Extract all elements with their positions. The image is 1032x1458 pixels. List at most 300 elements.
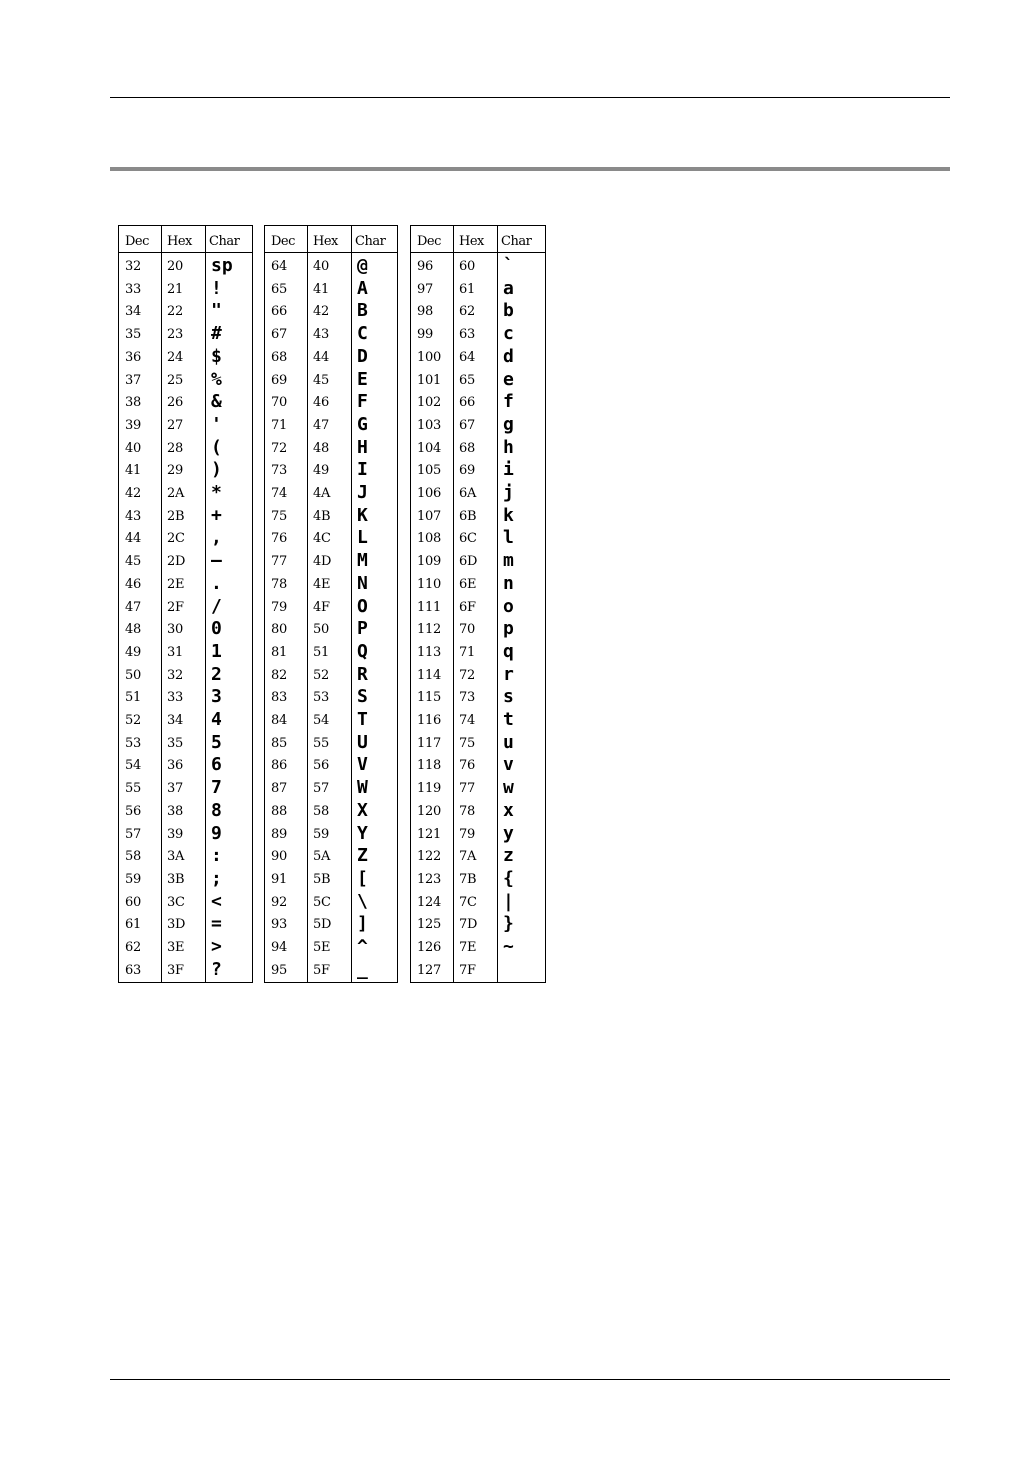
char-value: 1 bbox=[211, 640, 222, 662]
char-value: ` bbox=[503, 255, 514, 276]
hex-value: 41 bbox=[313, 281, 329, 297]
char-value: q bbox=[503, 640, 514, 662]
hex-value: 3F bbox=[167, 962, 184, 978]
table-row bbox=[411, 869, 545, 892]
hex-value: 33 bbox=[167, 690, 183, 706]
table-row bbox=[265, 733, 397, 756]
char-value: ? bbox=[211, 958, 222, 980]
char-value: K bbox=[357, 504, 368, 526]
table-row bbox=[119, 914, 252, 937]
dec-value: 61 bbox=[125, 917, 141, 933]
hex-value: 44 bbox=[313, 349, 329, 365]
dec-value: 58 bbox=[125, 849, 141, 865]
hex-value: 38 bbox=[167, 803, 183, 819]
char-value: J bbox=[357, 482, 368, 503]
dec-value: 80 bbox=[271, 622, 287, 638]
dec-value: 110 bbox=[417, 576, 441, 592]
hex-value: 21 bbox=[167, 281, 183, 297]
dec-value: 97 bbox=[417, 281, 433, 297]
dec-value: 107 bbox=[417, 508, 441, 524]
hex-value: 48 bbox=[313, 440, 329, 456]
hex-value: 37 bbox=[167, 781, 183, 797]
table-row bbox=[119, 801, 252, 824]
table-row bbox=[265, 869, 397, 892]
table-row bbox=[119, 301, 252, 324]
char-value: k bbox=[503, 504, 514, 526]
char-value: } bbox=[503, 913, 514, 935]
char-value: M bbox=[357, 550, 368, 572]
char-value: w bbox=[503, 777, 514, 799]
table-row bbox=[119, 279, 252, 302]
table-row bbox=[119, 869, 252, 892]
hex-value: 67 bbox=[459, 417, 475, 433]
dec-value: 115 bbox=[417, 690, 441, 706]
dec-value: 101 bbox=[417, 372, 441, 388]
dec-value: 125 bbox=[417, 917, 441, 933]
hex-value: 7C bbox=[459, 894, 477, 910]
char-value: ] bbox=[357, 913, 368, 935]
char-value: P bbox=[357, 618, 368, 640]
table-row bbox=[119, 528, 252, 551]
hex-value: 46 bbox=[313, 395, 329, 411]
char-value: : bbox=[211, 845, 222, 867]
dec-value: 86 bbox=[271, 758, 287, 774]
hex-value: 45 bbox=[313, 372, 329, 388]
header-rule bbox=[110, 97, 950, 98]
table-row bbox=[411, 551, 545, 574]
dec-value: 37 bbox=[125, 372, 141, 388]
char-value: H bbox=[357, 436, 368, 458]
char-value: I bbox=[357, 459, 368, 481]
hex-value: 68 bbox=[459, 440, 475, 456]
table-header bbox=[411, 226, 545, 253]
dec-value: 123 bbox=[417, 871, 441, 887]
table-row bbox=[265, 324, 397, 347]
hex-value: 63 bbox=[459, 327, 475, 343]
dec-value: 44 bbox=[125, 531, 141, 547]
dec-value: 113 bbox=[417, 644, 441, 660]
char-value: 6 bbox=[211, 754, 222, 776]
table-row bbox=[265, 597, 397, 620]
char-value: + bbox=[211, 504, 222, 526]
hex-value: 43 bbox=[313, 327, 329, 343]
dec-value: 124 bbox=[417, 894, 441, 910]
char-value: " bbox=[211, 300, 222, 322]
table-row bbox=[411, 256, 545, 279]
hex-value: 77 bbox=[459, 781, 475, 797]
hex-value: 57 bbox=[313, 781, 329, 797]
hex-value: 3D bbox=[167, 917, 186, 933]
ascii-table-96-127 bbox=[410, 225, 546, 983]
hex-value: 55 bbox=[313, 735, 329, 751]
hex-value: 4C bbox=[313, 531, 331, 547]
char-value: sp bbox=[211, 255, 233, 276]
table-row bbox=[411, 846, 545, 869]
dec-value: 75 bbox=[271, 508, 287, 524]
char-value: h bbox=[503, 436, 514, 458]
table-row bbox=[411, 914, 545, 937]
char-value: n bbox=[503, 572, 514, 594]
table-row bbox=[119, 960, 252, 983]
hex-value: 6F bbox=[459, 599, 476, 615]
char-value: j bbox=[503, 482, 514, 503]
table-row bbox=[265, 892, 397, 915]
table-row bbox=[265, 846, 397, 869]
dec-value: 49 bbox=[125, 644, 141, 660]
dec-value: 71 bbox=[271, 417, 287, 433]
char-value: f bbox=[503, 391, 514, 413]
hex-value: 2A bbox=[167, 486, 185, 501]
dec-header: Dec bbox=[271, 234, 295, 249]
table-row bbox=[119, 778, 252, 801]
hex-value: 2D bbox=[167, 554, 186, 570]
hex-value: 31 bbox=[167, 644, 183, 660]
hex-value: 4D bbox=[313, 554, 332, 570]
char-value: u bbox=[503, 731, 514, 753]
char-value: — bbox=[211, 550, 222, 572]
hex-value: 60 bbox=[459, 259, 475, 274]
dec-value: 104 bbox=[417, 440, 441, 456]
char-value: p bbox=[503, 618, 514, 640]
table-row bbox=[411, 460, 545, 483]
table-row bbox=[119, 710, 252, 733]
ascii-table-32-63 bbox=[118, 225, 253, 983]
table-row bbox=[411, 619, 545, 642]
char-value: 5 bbox=[211, 731, 222, 753]
table-row bbox=[265, 370, 397, 393]
table-row bbox=[265, 256, 397, 279]
hex-value: 35 bbox=[167, 735, 183, 751]
table-row bbox=[411, 597, 545, 620]
hex-value: 42 bbox=[313, 304, 329, 320]
hex-value: 32 bbox=[167, 667, 183, 683]
table-row bbox=[411, 937, 545, 960]
dec-value: 90 bbox=[271, 849, 287, 865]
table-row bbox=[411, 801, 545, 824]
char-value: ' bbox=[211, 413, 222, 435]
char-value: & bbox=[211, 391, 222, 413]
dec-value: 38 bbox=[125, 395, 141, 411]
dec-value: 73 bbox=[271, 463, 287, 479]
char-value: O bbox=[357, 595, 368, 617]
table-row bbox=[265, 483, 397, 506]
table-row bbox=[119, 665, 252, 688]
char-value: V bbox=[357, 754, 368, 776]
table-row bbox=[265, 460, 397, 483]
table-header bbox=[119, 226, 252, 253]
hex-value: 50 bbox=[313, 622, 329, 638]
table-row bbox=[265, 279, 397, 302]
char-value: E bbox=[357, 368, 368, 390]
table-row bbox=[265, 937, 397, 960]
table-row bbox=[265, 438, 397, 461]
dec-value: 103 bbox=[417, 417, 441, 433]
dec-value: 68 bbox=[271, 349, 287, 365]
dec-value: 32 bbox=[125, 259, 141, 274]
section-divider bbox=[110, 167, 950, 171]
hex-value: 39 bbox=[167, 826, 183, 842]
dec-value: 77 bbox=[271, 554, 287, 570]
dec-value: 122 bbox=[417, 849, 441, 865]
dec-value: 106 bbox=[417, 486, 441, 501]
char-value: F bbox=[357, 391, 368, 413]
table-row bbox=[265, 801, 397, 824]
hex-value: 40 bbox=[313, 259, 329, 274]
dec-value: 39 bbox=[125, 417, 141, 433]
table-row bbox=[119, 370, 252, 393]
table-row bbox=[411, 370, 545, 393]
table-row bbox=[411, 347, 545, 370]
dec-value: 109 bbox=[417, 554, 441, 570]
char-value: d bbox=[503, 345, 514, 367]
hex-value: 24 bbox=[167, 349, 183, 365]
table-row bbox=[265, 619, 397, 642]
hex-value: 3B bbox=[167, 871, 185, 887]
hex-value: 62 bbox=[459, 304, 475, 320]
char-value: x bbox=[503, 799, 514, 821]
table-row bbox=[411, 824, 545, 847]
hex-value: 6C bbox=[459, 531, 477, 547]
char-value: W bbox=[357, 777, 368, 799]
table-row bbox=[411, 710, 545, 733]
table-row bbox=[119, 324, 252, 347]
hex-value: 20 bbox=[167, 259, 183, 274]
char-value: C bbox=[357, 323, 368, 345]
hex-value: 5F bbox=[313, 962, 330, 978]
table-row bbox=[265, 574, 397, 597]
dec-value: 88 bbox=[271, 803, 287, 819]
table-row bbox=[119, 733, 252, 756]
char-value: * bbox=[211, 482, 222, 503]
char-value: T bbox=[357, 709, 368, 730]
hex-value: 22 bbox=[167, 304, 183, 320]
hex-value: 51 bbox=[313, 644, 329, 660]
char-value: v bbox=[503, 754, 514, 776]
hex-value: 4A bbox=[313, 486, 331, 501]
table-row bbox=[411, 755, 545, 778]
char-value: , bbox=[211, 527, 222, 549]
char-value: z bbox=[503, 845, 514, 867]
hex-header: Hex bbox=[167, 234, 192, 249]
dec-value: 91 bbox=[271, 871, 287, 887]
hex-value: 29 bbox=[167, 463, 183, 479]
table-row bbox=[119, 415, 252, 438]
dec-value: 35 bbox=[125, 327, 141, 343]
char-value: o bbox=[503, 595, 514, 617]
char-value: X bbox=[357, 799, 368, 821]
dec-value: 85 bbox=[271, 735, 287, 751]
dec-value: 99 bbox=[417, 327, 433, 343]
dec-header: Dec bbox=[417, 234, 441, 249]
dec-value: 120 bbox=[417, 803, 441, 819]
dec-value: 126 bbox=[417, 940, 441, 955]
hex-value: 59 bbox=[313, 826, 329, 842]
char-value: y bbox=[503, 822, 514, 844]
char-value: G bbox=[357, 413, 368, 435]
table-row bbox=[119, 347, 252, 370]
dec-value: 43 bbox=[125, 508, 141, 524]
table-row bbox=[411, 528, 545, 551]
table-row bbox=[119, 551, 252, 574]
dec-value: 82 bbox=[271, 667, 287, 683]
char-value: 3 bbox=[211, 686, 222, 708]
dec-value: 53 bbox=[125, 735, 141, 751]
dec-value: 55 bbox=[125, 781, 141, 797]
dec-value: 84 bbox=[271, 713, 287, 728]
table-row bbox=[265, 528, 397, 551]
hex-value: 5A bbox=[313, 849, 331, 865]
table-row bbox=[119, 755, 252, 778]
dec-value: 127 bbox=[417, 962, 441, 978]
table-row bbox=[119, 824, 252, 847]
table-row bbox=[411, 733, 545, 756]
hex-value: 27 bbox=[167, 417, 183, 433]
table-row bbox=[265, 710, 397, 733]
char-value: / bbox=[211, 595, 222, 617]
char-value: { bbox=[503, 867, 514, 889]
ascii-table-64-95 bbox=[264, 225, 398, 983]
dec-value: 48 bbox=[125, 622, 141, 638]
hex-value: 3A bbox=[167, 849, 185, 865]
hex-value: 70 bbox=[459, 622, 475, 638]
char-value: @ bbox=[357, 255, 368, 276]
char-value: ^ bbox=[357, 936, 368, 957]
char-value: ! bbox=[211, 277, 222, 299]
hex-value: 7E bbox=[459, 940, 477, 955]
dec-value: 98 bbox=[417, 304, 433, 320]
table-row bbox=[119, 892, 252, 915]
char-value: R bbox=[357, 663, 368, 685]
dec-value: 40 bbox=[125, 440, 141, 456]
char-value: # bbox=[211, 323, 222, 345]
dec-value: 95 bbox=[271, 962, 287, 978]
table-row bbox=[411, 438, 545, 461]
dec-value: 89 bbox=[271, 826, 287, 842]
dec-value: 42 bbox=[125, 486, 141, 501]
dec-value: 93 bbox=[271, 917, 287, 933]
hex-value: 6A bbox=[459, 486, 477, 501]
char-value: 0 bbox=[211, 618, 222, 640]
dec-value: 70 bbox=[271, 395, 287, 411]
char-value: ) bbox=[211, 459, 222, 481]
hex-value: 5D bbox=[313, 917, 332, 933]
hex-value: 56 bbox=[313, 758, 329, 774]
hex-value: 49 bbox=[313, 463, 329, 479]
dec-value: 46 bbox=[125, 576, 141, 592]
char-value: S bbox=[357, 686, 368, 708]
table-row bbox=[411, 574, 545, 597]
hex-value: 5C bbox=[313, 894, 331, 910]
table-row bbox=[119, 597, 252, 620]
dec-value: 78 bbox=[271, 576, 287, 592]
table-row bbox=[265, 506, 397, 529]
char-value: m bbox=[503, 550, 514, 572]
char-value: Y bbox=[357, 822, 368, 844]
table-row bbox=[265, 960, 397, 983]
hex-value: 79 bbox=[459, 826, 475, 842]
char-value: t bbox=[503, 709, 514, 730]
dec-value: 51 bbox=[125, 690, 141, 706]
table-row bbox=[119, 483, 252, 506]
dec-value: 102 bbox=[417, 395, 441, 411]
hex-value: 23 bbox=[167, 327, 183, 343]
table-row bbox=[265, 914, 397, 937]
hex-value: 6E bbox=[459, 576, 477, 592]
char-value: a bbox=[503, 277, 514, 299]
hex-value: 72 bbox=[459, 667, 475, 683]
dec-value: 66 bbox=[271, 304, 287, 320]
hex-value: 6B bbox=[459, 508, 477, 524]
char-value: A bbox=[357, 277, 368, 299]
table-row bbox=[119, 937, 252, 960]
hex-header: Hex bbox=[313, 234, 338, 249]
hex-value: 28 bbox=[167, 440, 183, 456]
dec-value: 33 bbox=[125, 281, 141, 297]
char-value: $ bbox=[211, 345, 222, 367]
dec-value: 65 bbox=[271, 281, 287, 297]
hex-value: 5B bbox=[313, 871, 331, 887]
table-header bbox=[265, 226, 397, 253]
char-value: ; bbox=[211, 867, 222, 889]
char-value: < bbox=[211, 890, 222, 912]
dec-value: 57 bbox=[125, 826, 141, 842]
char-value: L bbox=[357, 527, 368, 549]
char-value: . bbox=[211, 572, 222, 594]
table-row bbox=[411, 301, 545, 324]
table-row bbox=[265, 415, 397, 438]
table-row bbox=[265, 687, 397, 710]
char-value: l bbox=[503, 527, 514, 549]
char-value: e bbox=[503, 368, 514, 390]
hex-value: 3E bbox=[167, 940, 185, 955]
char-value: 2 bbox=[211, 663, 222, 685]
char-value: = bbox=[211, 913, 222, 935]
char-value: c bbox=[503, 323, 514, 345]
hex-value: 2E bbox=[167, 576, 185, 592]
dec-value: 96 bbox=[417, 259, 433, 274]
table-row bbox=[119, 392, 252, 415]
hex-value: 73 bbox=[459, 690, 475, 706]
hex-value: 76 bbox=[459, 758, 475, 774]
hex-value: 78 bbox=[459, 803, 475, 819]
char-value: U bbox=[357, 731, 368, 753]
dec-value: 47 bbox=[125, 599, 141, 615]
dec-value: 63 bbox=[125, 962, 141, 978]
char-value: s bbox=[503, 686, 514, 708]
dec-value: 50 bbox=[125, 667, 141, 683]
hex-value: 2C bbox=[167, 531, 185, 547]
table-row bbox=[265, 665, 397, 688]
hex-value: 6D bbox=[459, 554, 478, 570]
dec-value: 67 bbox=[271, 327, 287, 343]
hex-value: 54 bbox=[313, 713, 329, 728]
table-row bbox=[411, 892, 545, 915]
char-value: 7 bbox=[211, 777, 222, 799]
table-row bbox=[119, 619, 252, 642]
table-row bbox=[265, 392, 397, 415]
table-row bbox=[119, 687, 252, 710]
dec-value: 56 bbox=[125, 803, 141, 819]
char-value: 4 bbox=[211, 709, 222, 730]
hex-value: 64 bbox=[459, 349, 475, 365]
dec-value: 62 bbox=[125, 940, 141, 955]
table-row bbox=[411, 279, 545, 302]
char-header: Char bbox=[209, 234, 240, 249]
dec-value: 121 bbox=[417, 826, 441, 842]
hex-value: 66 bbox=[459, 395, 475, 411]
char-value: g bbox=[503, 413, 514, 435]
hex-value: 65 bbox=[459, 372, 475, 388]
